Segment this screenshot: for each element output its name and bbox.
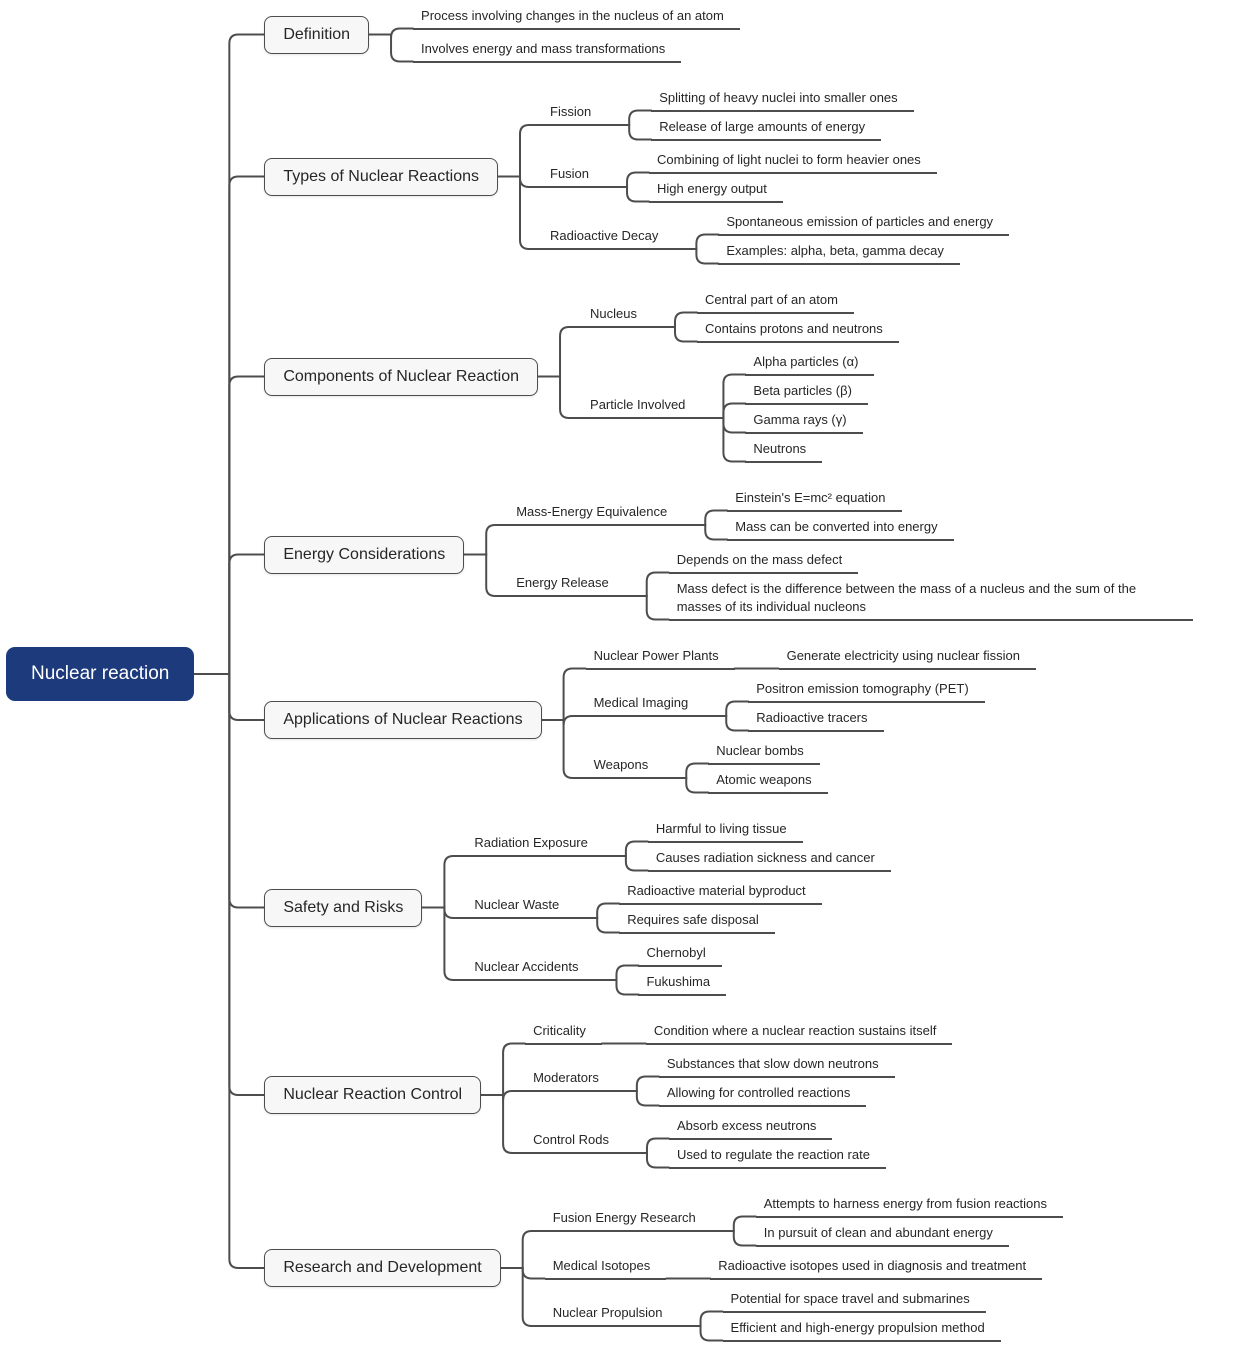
node-row [723, 1319, 1001, 1342]
leaf-combining-of-light-nuclei-to-form-heavie[interactable]: Combining of light nuclei to form heavier ones [649, 151, 937, 174]
leaf-radioactive-material-byproduct[interactable]: Radioactive material byproduct [619, 882, 821, 905]
children-group [651, 89, 913, 141]
topic-medical-isotopes[interactable]: Medical Isotopes [545, 1257, 667, 1280]
children-group [619, 882, 821, 934]
node-row [669, 580, 1193, 621]
children-group [264, 7, 1192, 1342]
node-row [727, 489, 953, 512]
leaf-atomic-weapons[interactable]: Atomic weapons [708, 771, 827, 794]
node-row [264, 489, 1192, 621]
topic-control-rods[interactable]: Control Rods [525, 1131, 625, 1154]
leaf-potential-for-space-travel-and-submarine[interactable]: Potential for space travel and submarines [723, 1290, 986, 1313]
node-row [264, 647, 1192, 794]
branch-nuclear-reaction-control[interactable]: Nuclear Reaction Control [264, 1076, 481, 1114]
leaf-splitting-of-heavy-nuclei-into-smaller-o[interactable]: Splitting of heavy nuclei into smaller ones [651, 89, 913, 112]
node-row [659, 1084, 895, 1107]
children-group [508, 489, 1193, 621]
node-row [525, 1055, 952, 1107]
leaf-beta-particles[interactable]: Beta particles (β) [745, 382, 868, 405]
topic-nucleus[interactable]: Nucleus [582, 305, 653, 328]
leaf-in-pursuit-of-clean-and-abundant-energy[interactable]: In pursuit of clean and abundant energy [756, 1224, 1009, 1247]
leaf-positron-emission-tomography-pet[interactable]: Positron emission tomography (PET) [748, 680, 984, 703]
leaf-harmful-to-living-tissue[interactable]: Harmful to living tissue [648, 820, 803, 843]
topic-fusion[interactable]: Fusion [542, 165, 605, 188]
root-topic[interactable]: Nuclear reaction [6, 647, 194, 701]
node-row [648, 820, 891, 843]
children-group [779, 647, 1036, 670]
children-group [582, 291, 899, 463]
node-row [542, 213, 1009, 265]
node-row [525, 1022, 952, 1045]
node-row [508, 551, 1193, 621]
children-group [708, 742, 827, 794]
leaf-examples-alpha-beta-gamma-decay[interactable]: Examples: alpha, beta, gamma decay [718, 242, 960, 265]
node-row [649, 151, 937, 174]
node-row [748, 680, 984, 703]
children-group [748, 680, 984, 732]
node-row [649, 180, 937, 203]
node-row [745, 382, 874, 405]
leaf-chernobyl[interactable]: Chernobyl [638, 944, 721, 967]
node-row [582, 353, 899, 463]
branch-applications-of-nuclear-reactions[interactable]: Applications of Nuclear Reactions [264, 701, 541, 739]
leaf-used-to-regulate-the-reaction-rate[interactable]: Used to regulate the reaction rate [669, 1146, 886, 1169]
children-group [545, 1195, 1063, 1342]
leaf-spontaneous-emission-of-particles-and-en[interactable]: Spontaneous emission of particles and energy [718, 213, 1009, 236]
leaf-release-of-large-amounts-of-energy[interactable]: Release of large amounts of energy [651, 118, 881, 141]
topic-nuclear-power-plants[interactable]: Nuclear Power Plants [586, 647, 735, 670]
children-group [723, 1290, 1001, 1342]
branch-research-and-development[interactable]: Research and Development [264, 1249, 500, 1287]
node-row [718, 213, 1009, 236]
children-group [648, 820, 891, 872]
topic-moderators[interactable]: Moderators [525, 1069, 615, 1092]
leaf-gamma-rays[interactable]: Gamma rays (γ) [745, 411, 862, 434]
node-row [586, 680, 1036, 732]
node-row [264, 820, 1192, 996]
children-group [669, 551, 1193, 621]
node-row [723, 1290, 1001, 1313]
node-row [648, 849, 891, 872]
node-row [466, 944, 890, 996]
node-row [6, 7, 1193, 1342]
leaf-radioactive-tracers[interactable]: Radioactive tracers [748, 709, 883, 732]
node-row [542, 151, 1009, 203]
topic-nuclear-propulsion[interactable]: Nuclear Propulsion [545, 1304, 679, 1327]
topic-medical-imaging[interactable]: Medical Imaging [586, 694, 705, 717]
children-group [413, 7, 740, 63]
leaf-mass-can-be-converted-into-energy[interactable]: Mass can be converted into energy [727, 518, 953, 541]
leaf-generate-electricity-using-nuclear-fissi[interactable]: Generate electricity using nuclear fission [779, 647, 1036, 670]
node-row [638, 973, 726, 996]
node-row [697, 291, 899, 314]
children-group [669, 1117, 886, 1169]
children-group [542, 89, 1009, 265]
branch-definition[interactable]: Definition [264, 16, 369, 54]
leaf-requires-safe-disposal[interactable]: Requires safe disposal [619, 911, 775, 934]
node-row [582, 291, 899, 343]
node-row [638, 944, 726, 967]
leaf-high-energy-output[interactable]: High energy output [649, 180, 783, 203]
node-row [264, 1195, 1192, 1342]
node-row [779, 647, 1036, 670]
leaf-attempts-to-harness-energy-from-fusion-r[interactable]: Attempts to harness energy from fusion reactions [756, 1195, 1063, 1218]
children-group [649, 151, 937, 203]
node-row [651, 118, 913, 141]
children-group [466, 820, 890, 996]
node-row [264, 291, 1192, 463]
children-group [525, 1022, 952, 1169]
children-group [586, 647, 1036, 794]
children-group [718, 213, 1009, 265]
node-row [264, 89, 1192, 265]
node-row [542, 89, 1009, 141]
leaf-radioactive-isotopes-used-in-diagnosis-a[interactable]: Radioactive isotopes used in diagnosis and treatment [710, 1257, 1042, 1280]
node-row [756, 1224, 1063, 1247]
leaf-process-involving-changes-in-the-nucleus[interactable]: Process involving changes in the nucleus of an atom [413, 7, 740, 30]
node-row [669, 1117, 886, 1140]
node-row [619, 911, 821, 934]
topic-criticality[interactable]: Criticality [525, 1022, 602, 1045]
children-group [745, 353, 874, 463]
topic-radiation-exposure[interactable]: Radiation Exposure [466, 834, 603, 857]
leaf-causes-radiation-sickness-and-cancer[interactable]: Causes radiation sickness and cancer [648, 849, 891, 872]
node-row [745, 440, 874, 463]
topic-radioactive-decay[interactable]: Radioactive Decay [542, 227, 674, 250]
topic-fusion-energy-research[interactable]: Fusion Energy Research [545, 1209, 712, 1232]
node-row [545, 1195, 1063, 1247]
node-row [545, 1257, 1063, 1280]
leaf-contains-protons-and-neutrons[interactable]: Contains protons and neutrons [697, 320, 899, 343]
node-row [748, 709, 984, 732]
leaf-central-part-of-an-atom[interactable]: Central part of an atom [697, 291, 854, 314]
node-row [651, 89, 913, 112]
topic-fission[interactable]: Fission [542, 103, 607, 126]
leaf-allowing-for-controlled-reactions[interactable]: Allowing for controlled reactions [659, 1084, 867, 1107]
children-group [646, 1022, 953, 1045]
children-group [697, 291, 899, 343]
node-row [669, 551, 1193, 574]
topic-mass-energy-equivalence[interactable]: Mass-Energy Equivalence [508, 503, 683, 526]
node-row [586, 647, 1036, 670]
node-row [413, 7, 740, 30]
node-row [264, 7, 1192, 63]
node-row [718, 242, 1009, 265]
leaf-fukushima[interactable]: Fukushima [638, 973, 726, 996]
leaf-neutrons[interactable]: Neutrons [745, 440, 822, 463]
topic-particle-involved[interactable]: Particle Involved [582, 396, 701, 419]
children-group [710, 1257, 1042, 1280]
topic-nuclear-accidents[interactable]: Nuclear Accidents [466, 958, 594, 981]
node-row [619, 882, 821, 905]
topic-weapons[interactable]: Weapons [586, 756, 665, 779]
leaf-condition-where-a-nuclear-reaction-susta[interactable]: Condition where a nuclear reaction sustains itself [646, 1022, 953, 1045]
node-row [466, 820, 890, 872]
branch-energy-considerations[interactable]: Energy Considerations [264, 536, 464, 574]
node-row [727, 518, 953, 541]
node-row [466, 882, 890, 934]
children-group [659, 1055, 895, 1107]
node-row [586, 742, 1036, 794]
node-row [708, 742, 827, 765]
branch-types-of-nuclear-reactions[interactable]: Types of Nuclear Reactions [264, 158, 498, 196]
leaf-involves-energy-and-mass-transformations[interactable]: Involves energy and mass transformations [413, 40, 681, 63]
leaf-substances-that-slow-down-neutrons[interactable]: Substances that slow down neutrons [659, 1055, 895, 1078]
leaf-mass-defect-is-the-difference-between-th[interactable]: Mass defect is the difference between the mass of a nucleus and the sum of the masses of its individual nucleons [669, 580, 1193, 621]
children-group [756, 1195, 1063, 1247]
mindmap-tree [6, 0, 1193, 1348]
node-row [508, 489, 1193, 541]
node-row [697, 320, 899, 343]
node-row [545, 1290, 1063, 1342]
branch-components-of-nuclear-reaction[interactable]: Components of Nuclear Reaction [264, 358, 538, 396]
node-row [525, 1117, 952, 1169]
node-row [413, 40, 740, 63]
node-row [669, 1146, 886, 1169]
node-row [745, 411, 874, 434]
node-row [708, 771, 827, 794]
node-row [659, 1055, 895, 1078]
node-row [745, 353, 874, 376]
branch-safety-and-risks[interactable]: Safety and Risks [264, 889, 422, 927]
topic-nuclear-waste[interactable]: Nuclear Waste [466, 896, 575, 919]
leaf-absorb-excess-neutrons[interactable]: Absorb excess neutrons [669, 1117, 832, 1140]
node-row [710, 1257, 1042, 1280]
leaf-alpha-particles[interactable]: Alpha particles (α) [745, 353, 874, 376]
node-row [264, 1022, 1192, 1169]
leaf-depends-on-the-mass-defect[interactable]: Depends on the mass defect [669, 551, 859, 574]
topic-energy-release[interactable]: Energy Release [508, 574, 625, 597]
children-group [727, 489, 953, 541]
leaf-einstein-s-e-mc-equation[interactable]: Einstein's E=mc² equation [727, 489, 901, 512]
node-row [756, 1195, 1063, 1218]
leaf-nuclear-bombs[interactable]: Nuclear bombs [708, 742, 819, 765]
node-row [646, 1022, 953, 1045]
leaf-efficient-and-high-energy-propulsion-met[interactable]: Efficient and high-energy propulsion method [723, 1319, 1001, 1342]
children-group [638, 944, 726, 996]
